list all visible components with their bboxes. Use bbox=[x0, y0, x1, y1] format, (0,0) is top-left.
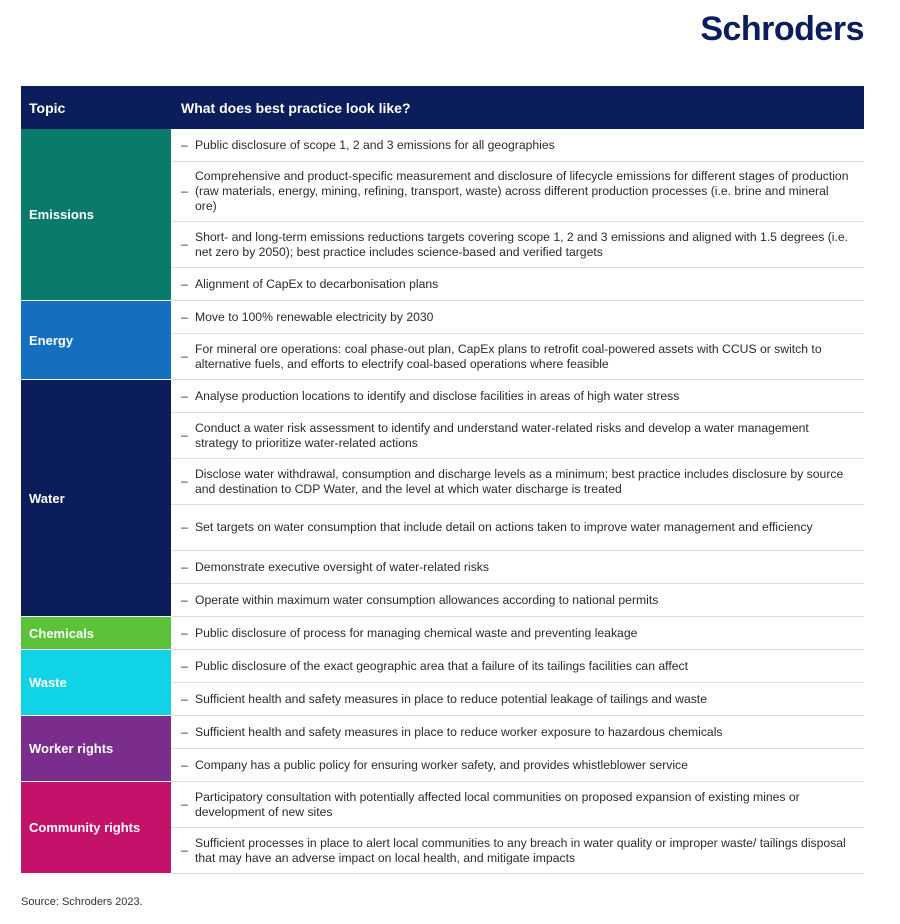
practice-item bbox=[171, 584, 864, 617]
practice-text: Demonstrate executive oversight of water-related risks bbox=[195, 559, 489, 574]
practice-text: Sufficient health and safety measures in place to reduce potential leakage of tailings and waste bbox=[195, 691, 707, 706]
practice-item bbox=[171, 828, 864, 874]
topic-group bbox=[21, 782, 864, 874]
topic-label: Worker rights bbox=[21, 716, 171, 782]
practice-item bbox=[171, 683, 864, 716]
practice-item bbox=[171, 716, 864, 749]
topic-label: Energy bbox=[21, 301, 171, 380]
practice-item bbox=[171, 380, 864, 413]
topic-label: Waste bbox=[21, 650, 171, 716]
dash-bullet: – bbox=[181, 559, 188, 574]
dash-bullet: – bbox=[181, 843, 188, 857]
practice-item bbox=[171, 334, 864, 380]
dash-bullet: – bbox=[181, 757, 188, 772]
practice-list bbox=[171, 380, 864, 617]
topic-label: Chemicals bbox=[21, 617, 171, 650]
practice-text: Disclose water withdrawal, consumption and discharge levels as a minimum; best practice includes disclosure by source and destination to CDP Water, and the level at which water discharge is treated bbox=[195, 466, 844, 496]
topic-group bbox=[21, 129, 864, 301]
table-body bbox=[21, 129, 864, 874]
topic-label: Emissions bbox=[21, 129, 171, 301]
source-note: Source: Schroders 2023. bbox=[21, 896, 143, 908]
practice-text: Short- and long-term emissions reductions targets covering scope 1, 2 and 3 emissions and aligned with 1.5 degrees (i.e. net zero by 2050); best practice includes science-based and verified targets bbox=[195, 229, 849, 259]
dash-bullet: – bbox=[181, 474, 188, 488]
practice-item bbox=[171, 222, 864, 268]
practice-text: Conduct a water risk assessment to identify and understand water-related risks and develop a water management strategy to prioritize water-related actions bbox=[195, 420, 809, 450]
dash-bullet: – bbox=[181, 520, 188, 534]
header-topic: Topic bbox=[29, 99, 66, 116]
topic-group bbox=[21, 380, 864, 617]
best-practice-table bbox=[21, 86, 864, 874]
dash-bullet: – bbox=[181, 592, 188, 607]
practice-item bbox=[171, 617, 864, 650]
practice-text: Sufficient processes in place to alert local communities to any breach in water quality or improper waste/ tailings disposal that may have an adverse impact on local health, and mitigate impacts bbox=[195, 835, 846, 865]
practice-item bbox=[171, 268, 864, 301]
practice-text: Public disclosure of scope 1, 2 and 3 emissions for all geographies bbox=[195, 137, 555, 152]
practice-item bbox=[171, 650, 864, 683]
practice-text: Participatory consultation with potentially affected local communities on proposed expansion of existing mines or development of new sites bbox=[195, 789, 800, 819]
practice-text: Sufficient health and safety measures in place to reduce worker exposure to hazardous chemicals bbox=[195, 724, 723, 739]
practice-text: Set targets on water consumption that include detail on actions taken to improve water management and efficiency bbox=[195, 520, 813, 534]
schroders-logo: Schroders bbox=[700, 10, 864, 48]
dash-bullet: – bbox=[181, 724, 188, 739]
header-practice: What does best practice look like? bbox=[181, 99, 411, 116]
dash-bullet: – bbox=[181, 309, 188, 324]
practice-list bbox=[171, 301, 864, 380]
practice-text: Analyse production locations to identify and disclose facilities in areas of high water stress bbox=[195, 388, 680, 403]
practice-list bbox=[171, 650, 864, 716]
practice-text: Company has a public policy for ensuring worker safety, and provides whistleblower service bbox=[195, 757, 688, 772]
practice-item bbox=[171, 782, 864, 828]
topic-label: Water bbox=[21, 380, 171, 617]
topic-label: Community rights bbox=[21, 782, 171, 874]
practice-item bbox=[171, 301, 864, 334]
practice-list bbox=[171, 782, 864, 874]
dash-bullet: – bbox=[181, 137, 188, 152]
topic-group bbox=[21, 301, 864, 380]
dash-bullet: – bbox=[181, 388, 188, 403]
practice-item bbox=[171, 129, 864, 162]
dash-bullet: – bbox=[181, 349, 188, 363]
practice-text: Comprehensive and product-specific measurement and disclosure of lifecycle emissions for different stages of production (raw materials, energy, mining, refining, transport, waste) across different production processes (i.e. brine and mineral ore) bbox=[195, 169, 849, 213]
practice-text: Public disclosure of process for managing chemical waste and preventing leakage bbox=[195, 625, 638, 640]
practice-text: Move to 100% renewable electricity by 2030 bbox=[195, 309, 434, 324]
topic-group bbox=[21, 650, 864, 716]
dash-bullet: – bbox=[181, 184, 188, 198]
practice-item bbox=[171, 551, 864, 584]
dash-bullet: – bbox=[181, 625, 188, 640]
dash-bullet: – bbox=[181, 691, 188, 706]
dash-bullet: – bbox=[181, 237, 188, 251]
topic-group bbox=[21, 617, 864, 650]
topic-group bbox=[21, 716, 864, 782]
practice-text: Alignment of CapEx to decarbonisation plans bbox=[195, 276, 439, 291]
practice-text: Operate within maximum water consumption allowances according to national permits bbox=[195, 592, 659, 607]
practice-item bbox=[171, 505, 864, 551]
dash-bullet: – bbox=[181, 428, 188, 442]
practice-text: Public disclosure of the exact geographic area that a failure of its tailings facilities can affect bbox=[195, 658, 688, 673]
practice-list bbox=[171, 716, 864, 782]
table-header bbox=[21, 86, 864, 129]
practice-text: For mineral ore operations: coal phase-out plan, CapEx plans to retrofit coal-powered assets with CCUS or switch to alternative fuels, and efforts to electrify coal-based operations where feasible bbox=[195, 341, 822, 371]
dash-bullet: – bbox=[181, 658, 188, 673]
practice-list bbox=[171, 617, 864, 650]
practice-item bbox=[171, 459, 864, 505]
dash-bullet: – bbox=[181, 276, 188, 291]
dash-bullet: – bbox=[181, 797, 188, 811]
practice-item bbox=[171, 749, 864, 782]
practice-list bbox=[171, 129, 864, 301]
practice-item bbox=[171, 413, 864, 459]
practice-item bbox=[171, 162, 864, 222]
